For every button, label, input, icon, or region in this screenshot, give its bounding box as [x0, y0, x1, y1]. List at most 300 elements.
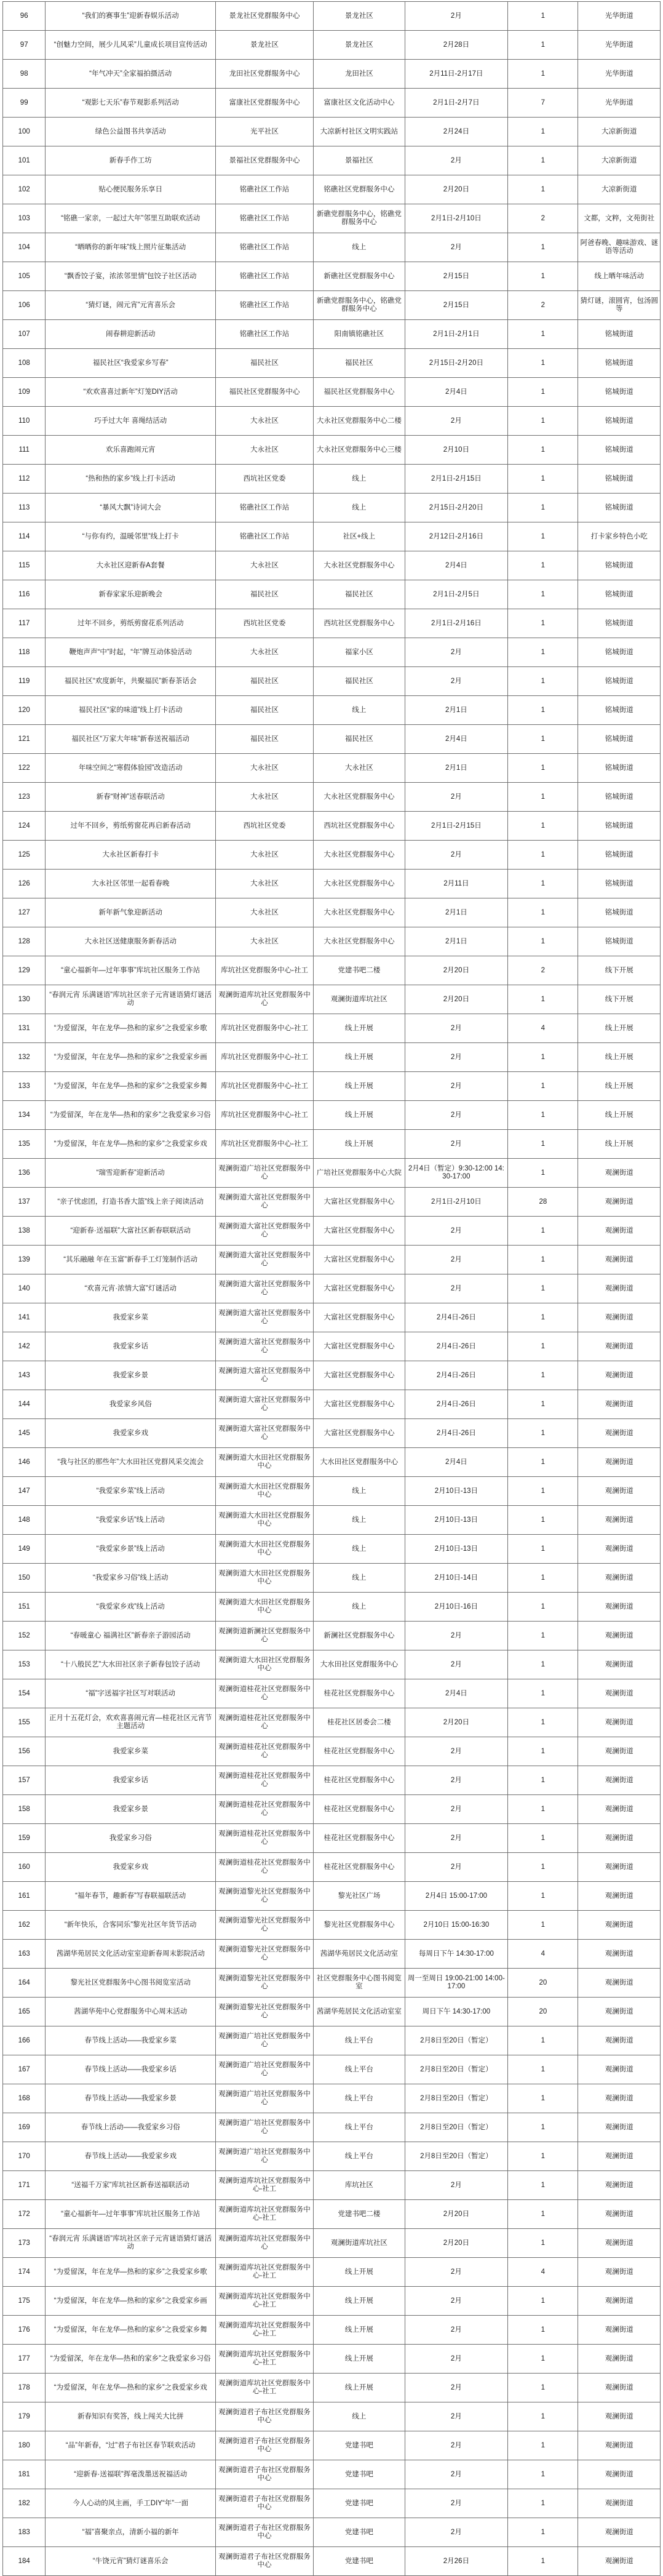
cell-activity-name: “我们的赛事生”迎新春娱乐活动 — [46, 2, 216, 31]
cell-date: 2月 — [405, 1737, 508, 1766]
table-row — [3, 2026, 661, 2055]
cell-activity-name: 闹春耕迎新活动 — [46, 320, 216, 349]
cell-date: 2月1日 — [405, 696, 508, 725]
cell-venue: 社区+线上 — [314, 522, 405, 551]
cell-venue: 大凉新村社区文明实践站 — [314, 118, 405, 146]
cell-venue: 大永社区党群服务中心 — [314, 898, 405, 927]
cell-venue: 党建书吧 — [314, 2489, 405, 2518]
table-row — [3, 465, 661, 494]
cell-date: 2月20日 — [405, 956, 508, 985]
cell-count: 1 — [508, 1361, 578, 1390]
cell-row-number: 100 — [3, 118, 46, 146]
cell-row-number: 138 — [3, 1217, 46, 1246]
cell-activity-name: “十八般民艺”大水田社区亲子新春包饺子活动 — [46, 1650, 216, 1679]
cell-count: 1 — [508, 754, 578, 783]
cell-row-number: 109 — [3, 378, 46, 407]
cell-remark: 铭城街道 — [578, 436, 661, 465]
cell-row-number: 122 — [3, 754, 46, 783]
cell-remark: 观澜街道 — [578, 1650, 661, 1679]
cell-venue: 新澜社区党群服务中心 — [314, 1622, 405, 1650]
cell-organizer: 铭礁社区工作站 — [216, 175, 314, 204]
cell-row-number: 115 — [3, 551, 46, 580]
cell-venue: 线上 — [314, 465, 405, 494]
table-row — [3, 2316, 661, 2345]
cell-remark: 线上开展 — [578, 1043, 661, 1072]
cell-remark: 观澜街道 — [578, 1332, 661, 1361]
cell-row-number: 112 — [3, 465, 46, 494]
cell-count: 1 — [508, 1332, 578, 1361]
cell-date: 2月1日-2月5日 — [405, 580, 508, 609]
cell-date: 2月20日 — [405, 1708, 508, 1737]
cell-remark: 观澜街道 — [578, 1998, 661, 2026]
cell-remark: 观澜街道 — [578, 2489, 661, 2518]
cell-date: 2月 — [405, 1014, 508, 1043]
cell-organizer: 福民社区 — [216, 667, 314, 696]
cell-count: 1 — [508, 1622, 578, 1650]
cell-organizer: 观澜街道广培社区党群服务中心 — [216, 1159, 314, 1188]
cell-date: 2月 — [405, 233, 508, 262]
cell-count: 1 — [508, 1130, 578, 1159]
cell-row-number: 181 — [3, 2460, 46, 2489]
cell-remark: 观澜街道 — [578, 1564, 661, 1593]
cell-venue: 线上 — [314, 1506, 405, 1535]
cell-count: 1 — [508, 494, 578, 522]
cell-count: 1 — [508, 2547, 578, 2576]
table-row — [3, 1535, 661, 1564]
cell-organizer: 观澜街道桂花社区党群服务中心 — [216, 1708, 314, 1737]
cell-organizer: 观澜街道君子布社区党群服务中心 — [216, 2547, 314, 2576]
cell-remark: 铭城街道 — [578, 609, 661, 638]
cell-organizer: 观澜街道君子布社区党群服务中心 — [216, 2402, 314, 2431]
cell-row-number: 151 — [3, 1593, 46, 1622]
cell-organizer: 观澜街道桂花社区党群服务中心 — [216, 1679, 314, 1708]
cell-count: 1 — [508, 2374, 578, 2402]
cell-remark: 观澜街道 — [578, 2402, 661, 2431]
cell-date: 2月1日 — [405, 927, 508, 956]
cell-activity-name: “欢欢喜喜过新年”灯笼DIY活动 — [46, 378, 216, 407]
cell-row-number: 132 — [3, 1043, 46, 1072]
table-row — [3, 407, 661, 436]
cell-organizer: 观澜街道桂花社区党群服务中心 — [216, 1853, 314, 1882]
cell-remark: 观澜街道 — [578, 1969, 661, 1998]
cell-count: 1 — [508, 1650, 578, 1679]
cell-activity-name: 新年新气象迎新活动 — [46, 898, 216, 927]
cell-venue: 大富社区党群服务中心 — [314, 1303, 405, 1332]
cell-organizer: 铭礁社区工作站 — [216, 204, 314, 233]
cell-count: 1 — [508, 1506, 578, 1535]
cell-date: 2月8日至20日（暂定） — [405, 2113, 508, 2142]
cell-remark: 铭城街道 — [578, 349, 661, 378]
table-row — [3, 1737, 661, 1766]
cell-activity-name: “春润元宵 乐满谜语”库坑社区亲子元宵谜语猜灯谜活动 — [46, 985, 216, 1014]
cell-venue: 观澜街道库坑社区 — [314, 2229, 405, 2258]
cell-venue: 线上平台 — [314, 2084, 405, 2113]
cell-remark: 观澜街道 — [578, 1448, 661, 1477]
cell-organizer: 库坑社区党群服务中心-社工 — [216, 956, 314, 985]
cell-remark: 观澜街道 — [578, 1737, 661, 1766]
cell-date: 2月 — [405, 2345, 508, 2374]
cell-activity-name: 福民社区“家的味道”线上打卡活动 — [46, 696, 216, 725]
cell-remark: 观澜街道 — [578, 1679, 661, 1708]
cell-count: 1 — [508, 696, 578, 725]
cell-row-number: 177 — [3, 2345, 46, 2374]
cell-venue: 景龙社区 — [314, 2, 405, 31]
cell-activity-name: “瑞雪迎新春”迎新活动 — [46, 1159, 216, 1188]
cell-count: 1 — [508, 551, 578, 580]
cell-remark: 观澜街道 — [578, 1708, 661, 1737]
cell-count: 1 — [508, 1535, 578, 1564]
cell-count: 1 — [508, 31, 578, 60]
cell-date: 2月4日 — [405, 1679, 508, 1708]
table-row — [3, 1824, 661, 1853]
cell-venue: 线上平台 — [314, 2113, 405, 2142]
cell-row-number: 140 — [3, 1274, 46, 1303]
cell-count: 7 — [508, 89, 578, 118]
table-row — [3, 1448, 661, 1477]
cell-venue: 大永社区党群服务中心三楼 — [314, 436, 405, 465]
cell-activity-name: 春节线上活动——我爱家乡话 — [46, 2055, 216, 2084]
cell-row-number: 103 — [3, 204, 46, 233]
cell-organizer: 观澜街道库坑社区党群服务中心-社工 — [216, 2287, 314, 2316]
cell-remark: 打卡家乡特色小吃 — [578, 522, 661, 551]
cell-organizer: 铭礁社区工作站 — [216, 291, 314, 320]
cell-date: 2月 — [405, 2460, 508, 2489]
cell-activity-name: “晒晒你的新年味”线上照片征集活动 — [46, 233, 216, 262]
cell-remark: 铭城街道 — [578, 465, 661, 494]
cell-organizer: 观澜街道大富社区党群服务中心 — [216, 1274, 314, 1303]
table-row — [3, 1911, 661, 1940]
activity-table-body — [3, 2, 661, 2576]
cell-organizer: 西坑社区党委 — [216, 465, 314, 494]
cell-remark: 观澜街道 — [578, 1274, 661, 1303]
cell-date: 2月1日-2月15日 — [405, 465, 508, 494]
cell-activity-name: “其乐融融 年在玉富”新春手工灯笼制作活动 — [46, 1246, 216, 1274]
cell-remark: 观澜街道 — [578, 2229, 661, 2258]
cell-count: 1 — [508, 1911, 578, 1940]
cell-row-number: 146 — [3, 1448, 46, 1477]
table-row — [3, 1217, 661, 1246]
cell-organizer: 福民社区 — [216, 725, 314, 754]
cell-date: 2月4日（暂定）9:30-12:00 14:30-17:00 — [405, 1159, 508, 1188]
cell-date: 2月11日-2月17日 — [405, 60, 508, 89]
cell-row-number: 102 — [3, 175, 46, 204]
cell-organizer: 观澜街道大水田社区党群服务中心 — [216, 1535, 314, 1564]
cell-date: 2月15日 — [405, 291, 508, 320]
cell-date: 2月 — [405, 2431, 508, 2460]
cell-date: 2月4日-26日 — [405, 1332, 508, 1361]
cell-row-number: 97 — [3, 31, 46, 60]
cell-organizer: 大永社区 — [216, 870, 314, 898]
cell-organizer: 观澜街道大富社区党群服务中心 — [216, 1419, 314, 1448]
cell-date: 2月 — [405, 1622, 508, 1650]
cell-count: 4 — [508, 1940, 578, 1969]
cell-remark: 光华街道 — [578, 2, 661, 31]
cell-date: 2月4日-26日 — [405, 1361, 508, 1390]
table-row — [3, 118, 661, 146]
cell-venue: 线上 — [314, 494, 405, 522]
cell-organizer: 大永社区 — [216, 407, 314, 436]
cell-row-number: 129 — [3, 956, 46, 985]
cell-organizer: 大永社区 — [216, 783, 314, 812]
cell-activity-name: “创魅力空间，展少儿风采”儿童成长项目宣传活动 — [46, 31, 216, 60]
cell-activity-name: “春暖童心 福满社区”新春亲子游园活动 — [46, 1622, 216, 1650]
cell-remark: 观澜街道 — [578, 2547, 661, 2576]
cell-venue: 社区党群服务中心图书阅览室 — [314, 1969, 405, 1998]
cell-remark: 铭城街道 — [578, 551, 661, 580]
cell-organizer: 观澜街道君子布社区党群服务中心 — [216, 2518, 314, 2547]
cell-venue: 新礁社区党群服务中心 — [314, 262, 405, 291]
cell-date: 2月15日-2月20日 — [405, 494, 508, 522]
cell-count: 1 — [508, 2026, 578, 2055]
cell-count: 1 — [508, 2113, 578, 2142]
cell-count: 1 — [508, 465, 578, 494]
cell-row-number: 119 — [3, 667, 46, 696]
table-row — [3, 1390, 661, 1419]
cell-row-number: 164 — [3, 1969, 46, 1998]
cell-remark: 观澜街道 — [578, 2518, 661, 2547]
cell-activity-name: “福”字送福字社区写对联活动 — [46, 1679, 216, 1708]
cell-activity-name: 新春家家乐迎新晚会 — [46, 580, 216, 609]
cell-remark: 观澜街道 — [578, 1159, 661, 1188]
table-row — [3, 262, 661, 291]
cell-remark: 铭城街道 — [578, 898, 661, 927]
cell-count: 1 — [508, 320, 578, 349]
cell-activity-name: 新春“财神”送春联活动 — [46, 783, 216, 812]
cell-remark: 铭城街道 — [578, 927, 661, 956]
cell-date: 2月 — [405, 1274, 508, 1303]
cell-organizer: 观澜街道大富社区党群服务中心 — [216, 1332, 314, 1361]
cell-organizer: 观澜街道大富社区党群服务中心 — [216, 1246, 314, 1274]
cell-date: 2月4日-26日 — [405, 1390, 508, 1419]
cell-organizer: 观澜街道君子布社区党群服务中心 — [216, 2489, 314, 2518]
cell-venue: 线上开展 — [314, 1130, 405, 1159]
cell-row-number: 167 — [3, 2055, 46, 2084]
cell-remark: 铭城街道 — [578, 667, 661, 696]
cell-remark: 观澜街道 — [578, 2287, 661, 2316]
table-row — [3, 696, 661, 725]
cell-row-number: 105 — [3, 262, 46, 291]
table-row — [3, 204, 661, 233]
table-row — [3, 1188, 661, 1217]
cell-venue: 茜湖华苑居民文化活动室 — [314, 1940, 405, 1969]
cell-count: 1 — [508, 1853, 578, 1882]
table-row — [3, 1101, 661, 1130]
cell-date: 2月 — [405, 783, 508, 812]
cell-venue: 桂花社区党群服务中心 — [314, 1795, 405, 1824]
cell-remark: 观澜街道 — [578, 2345, 661, 2374]
cell-date: 2月8日至20日（暂定） — [405, 2026, 508, 2055]
cell-organizer: 福民社区 — [216, 349, 314, 378]
cell-date: 2月15日-2月20日 — [405, 349, 508, 378]
cell-organizer: 观澜街道黎光社区党群服务中心 — [216, 1969, 314, 1998]
cell-remark: 线上开展 — [578, 1101, 661, 1130]
cell-count: 1 — [508, 60, 578, 89]
cell-remark: 光华街道 — [578, 89, 661, 118]
cell-count: 1 — [508, 2142, 578, 2171]
cell-row-number: 173 — [3, 2229, 46, 2258]
cell-organizer: 西坑社区党委 — [216, 812, 314, 841]
cell-organizer: 观澜街道大富社区党群服务中心 — [216, 1303, 314, 1332]
cell-organizer: 福民社区 — [216, 580, 314, 609]
cell-organizer: 观澜街道广培社区党群服务中心 — [216, 2084, 314, 2113]
cell-count: 1 — [508, 1766, 578, 1795]
cell-organizer: 观澜街道库坑社区党群服务中心-社工 — [216, 2374, 314, 2402]
cell-remark: 铭城街道 — [578, 841, 661, 870]
cell-organizer: 库坑社区党群服务中心-社工 — [216, 1043, 314, 1072]
cell-date: 2月1日-2月1日 — [405, 320, 508, 349]
cell-remark: 观澜街道 — [578, 1303, 661, 1332]
cell-venue: 线上开展 — [314, 1072, 405, 1101]
table-row — [3, 2113, 661, 2142]
table-row — [3, 2229, 661, 2258]
cell-organizer: 观澜街道广培社区党群服务中心 — [216, 2026, 314, 2055]
cell-count: 20 — [508, 1969, 578, 1998]
cell-row-number: 158 — [3, 1795, 46, 1824]
cell-date: 2月 — [405, 2171, 508, 2200]
cell-activity-name: “福年春节，趣新春”写春联福联活动 — [46, 1882, 216, 1911]
table-row — [3, 1332, 661, 1361]
cell-activity-name: 福民社区“万家大年味”新春送祝福活动 — [46, 725, 216, 754]
cell-venue: 阳南镇铭礁社区 — [314, 320, 405, 349]
table-row — [3, 841, 661, 870]
cell-count: 1 — [508, 436, 578, 465]
cell-count: 1 — [508, 2518, 578, 2547]
cell-date: 2月1日 — [405, 898, 508, 927]
cell-remark: 观澜街道 — [578, 2374, 661, 2402]
cell-date: 2月 — [405, 667, 508, 696]
cell-venue: 党建书吧 — [314, 2431, 405, 2460]
cell-organizer: 大永社区 — [216, 898, 314, 927]
cell-organizer: 富康社区党群服务中心 — [216, 89, 314, 118]
cell-activity-name: 我爱家乡话 — [46, 1332, 216, 1361]
cell-venue: 大富社区党群服务中心 — [314, 1188, 405, 1217]
cell-row-number: 178 — [3, 2374, 46, 2402]
cell-remark: 观澜街道 — [578, 1361, 661, 1390]
table-row — [3, 2, 661, 31]
cell-activity-name: 黎光社区党群服务中心图书阅览室活动 — [46, 1969, 216, 1998]
cell-count: 1 — [508, 1159, 578, 1188]
cell-venue: 富康社区文化活动中心 — [314, 89, 405, 118]
cell-remark: 观澜街道 — [578, 2084, 661, 2113]
cell-organizer: 大永社区 — [216, 436, 314, 465]
cell-activity-name: “为爱留深，年在龙华—热和的家乡”之我爱家乡舞 — [46, 1072, 216, 1101]
table-row — [3, 60, 661, 89]
cell-remark: 线上开展 — [578, 1130, 661, 1159]
cell-date: 2月4日-26日 — [405, 1303, 508, 1332]
cell-remark: 观澜街道 — [578, 2460, 661, 2489]
table-row — [3, 1882, 661, 1911]
cell-venue: 大富社区党群服务中心 — [314, 1246, 405, 1274]
cell-row-number: 155 — [3, 1708, 46, 1737]
cell-row-number: 99 — [3, 89, 46, 118]
cell-count: 1 — [508, 233, 578, 262]
cell-date: 2月 — [405, 1101, 508, 1130]
table-row — [3, 1506, 661, 1535]
cell-row-number: 113 — [3, 494, 46, 522]
cell-activity-name: “童心福新年—过年事事”库坑社区服务工作站 — [46, 956, 216, 985]
cell-remark: 铭城街道 — [578, 494, 661, 522]
cell-venue: 大富社区党群服务中心 — [314, 1274, 405, 1303]
cell-row-number: 159 — [3, 1824, 46, 1853]
cell-activity-name: “欢喜元宵·浓情大富”灯谜活动 — [46, 1274, 216, 1303]
cell-organizer: 观澜街道黎光社区党群服务中心 — [216, 1911, 314, 1940]
table-row — [3, 1246, 661, 1274]
cell-date: 2月 — [405, 1072, 508, 1101]
cell-count: 2 — [508, 291, 578, 320]
table-row — [3, 2518, 661, 2547]
table-row — [3, 291, 661, 320]
cell-date: 2月1日-2月10日 — [405, 204, 508, 233]
cell-organizer: 库坑社区党群服务中心-社工 — [216, 1014, 314, 1043]
cell-activity-name: “春润元宵 乐满谜语”库坑社区亲子元宵谜语猜灯谜活动 — [46, 2229, 216, 2258]
cell-activity-name: “猜灯谜，闹元宵”元宵喜乐会 — [46, 291, 216, 320]
cell-activity-name: 我爱家乡菜 — [46, 1737, 216, 1766]
table-row — [3, 754, 661, 783]
cell-venue: 大永社区党群服务中心 — [314, 783, 405, 812]
cell-organizer: 景福社区党群服务中心 — [216, 146, 314, 175]
cell-organizer: 景龙社区 — [216, 31, 314, 60]
cell-organizer: 铭礁社区工作站 — [216, 233, 314, 262]
cell-activity-name: “我爱家乡习俗”线上活动 — [46, 1564, 216, 1593]
cell-count: 1 — [508, 725, 578, 754]
cell-row-number: 108 — [3, 349, 46, 378]
table-row — [3, 812, 661, 841]
cell-remark: 观澜街道 — [578, 1535, 661, 1564]
table-row — [3, 349, 661, 378]
table-row — [3, 609, 661, 638]
cell-date: 2月26日 — [405, 2547, 508, 2576]
cell-organizer: 观澜街道大水田社区党群服务中心 — [216, 1593, 314, 1622]
table-row — [3, 233, 661, 262]
cell-venue: 线上 — [314, 1477, 405, 1506]
cell-date: 2月 — [405, 1246, 508, 1274]
cell-row-number: 135 — [3, 1130, 46, 1159]
cell-row-number: 149 — [3, 1535, 46, 1564]
cell-row-number: 172 — [3, 2200, 46, 2229]
cell-count: 1 — [508, 146, 578, 175]
cell-date: 2月4日 — [405, 551, 508, 580]
cell-date: 2月 — [405, 407, 508, 436]
cell-date: 2月 — [405, 2287, 508, 2316]
cell-activity-name: 春节线上活动——我爱家乡戏 — [46, 2142, 216, 2171]
cell-venue: 线上开展 — [314, 1101, 405, 1130]
cell-venue: 大水田社区党群服务中心 — [314, 1650, 405, 1679]
cell-row-number: 142 — [3, 1332, 46, 1361]
table-row — [3, 1014, 661, 1043]
cell-row-number: 98 — [3, 60, 46, 89]
cell-count: 1 — [508, 1477, 578, 1506]
table-row — [3, 2287, 661, 2316]
cell-date: 2月20日 — [405, 985, 508, 1014]
table-row — [3, 1766, 661, 1795]
cell-date: 2月 — [405, 1766, 508, 1795]
cell-count: 1 — [508, 2084, 578, 2113]
cell-organizer: 观澜街道大富社区党群服务中心 — [216, 1188, 314, 1217]
table-row — [3, 1969, 661, 1998]
table-row — [3, 2200, 661, 2229]
cell-date: 2月 — [405, 1824, 508, 1853]
cell-venue: 党建书吧 — [314, 2518, 405, 2547]
table-row — [3, 436, 661, 465]
cell-venue: 大水田社区党群服务中心 — [314, 1448, 405, 1477]
cell-date: 2月 — [405, 1130, 508, 1159]
cell-count: 1 — [508, 522, 578, 551]
cell-activity-name: 春节线上活动——我爱家乡菜 — [46, 2026, 216, 2055]
cell-row-number: 118 — [3, 638, 46, 667]
cell-row-number: 143 — [3, 1361, 46, 1390]
cell-count: 1 — [508, 2489, 578, 2518]
cell-count: 1 — [508, 841, 578, 870]
